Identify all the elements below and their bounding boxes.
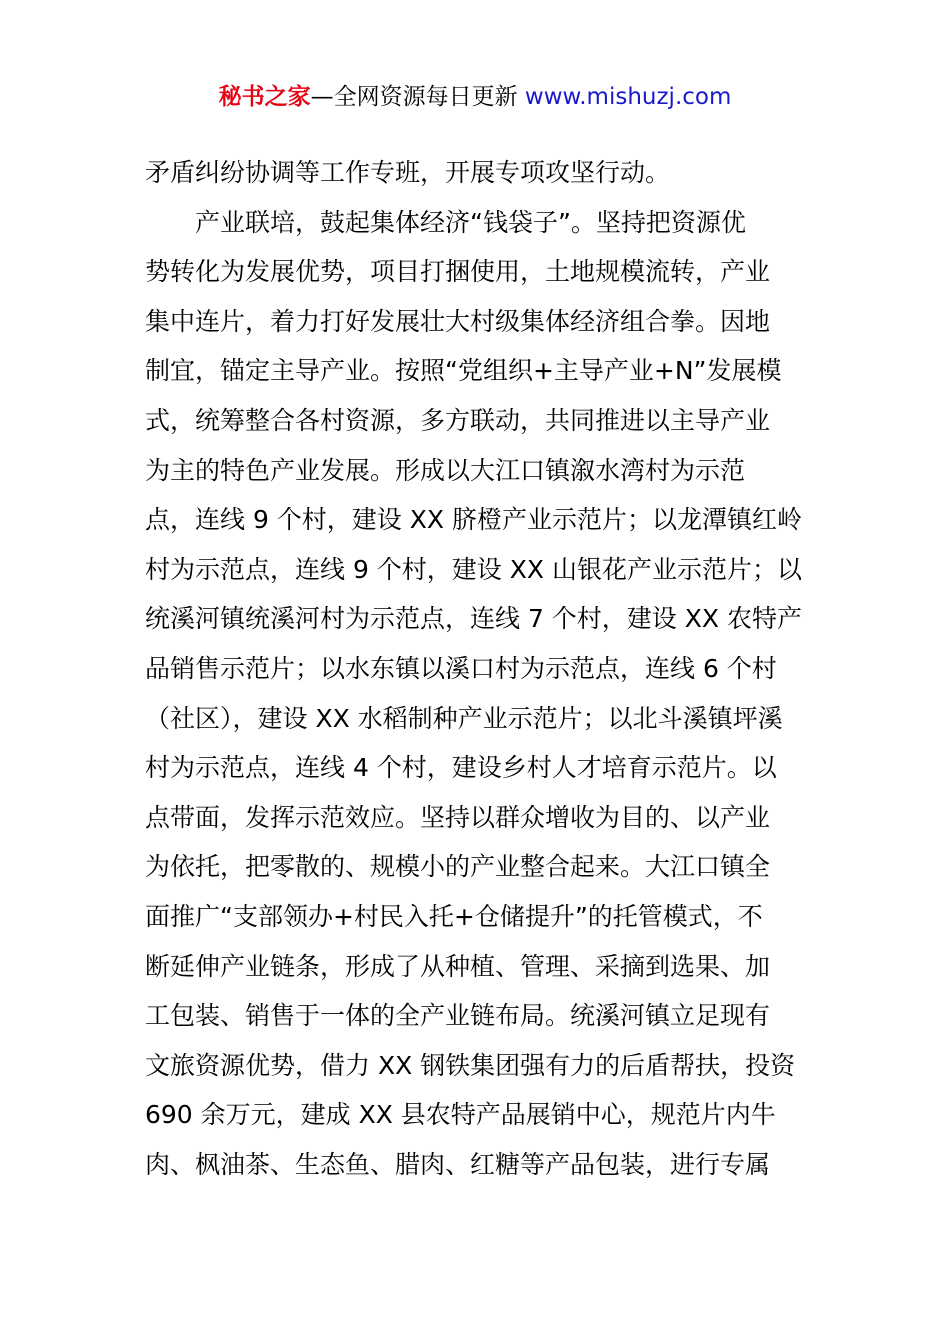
body-line: 矛盾纠纷协调等工作专班，开展专项攻坚行动。 <box>145 158 671 187</box>
page-header <box>0 80 950 114</box>
body-line: 式，统筹整合各村资源，多方联动，共同推进以主导产业 <box>145 405 771 435</box>
body-line: 断延伸产业链条，形成了从种植、管理、采摘到选果、加 <box>145 951 771 981</box>
body-line: 为主的特色产业发展。形成以大江口镇溆水湾村为示范 <box>145 455 746 485</box>
body-line: 村为示范点，连线 9 个村，建设 XX 山银花产业示范片；以 <box>145 554 802 584</box>
body-line: （社区），建设 XX 水稻制种产业示范片；以北斗溪镇坪溪 <box>145 703 783 733</box>
site-brand: 秘书之家 <box>218 84 311 110</box>
body-line: 点带面，发挥示范效应。坚持以群众增收为目的、以产业 <box>145 802 771 832</box>
body-line: 工包装、销售于一体的全产业链布局。统溪河镇立足现有 <box>145 1001 771 1031</box>
site-url[interactable]: www.mishuzj.com <box>524 84 732 110</box>
site-tagline: —全网资源每日更新 <box>310 84 525 110</box>
body-line: 文旅资源优势，借力 XX 钢铁集团强有力的后盾帮扶，投资 <box>145 1050 796 1080</box>
body-line: 品销售示范片；以水东镇以溪口村为示范点，连线 6 个村 <box>145 653 777 683</box>
body-line: 产业联培，鼓起集体经济“钱袋子”。坚持把资源优 <box>145 207 746 237</box>
body-line: 肉、枫油茶、生态鱼、腊肉、红糖等产品包装，进行专属 <box>145 1149 771 1179</box>
document-body <box>145 148 815 1189</box>
body-line: 面推广“支部领办+村民入托+仓储提升”的托管模式，不 <box>145 901 763 931</box>
body-line: 690 余万元，建成 XX 县农特产品展销中心，规范片内牛 <box>145 1100 776 1130</box>
body-line: 统溪河镇统溪河村为示范点，连线 7 个村，建设 XX 农特产 <box>145 604 802 634</box>
body-line: 点，连线 9 个村，建设 XX 脐橙产业示范片；以龙潭镇红岭 <box>145 505 802 535</box>
body-line: 集中连片，着力打好发展壮大村级集体经济组合拳。因地 <box>145 306 771 336</box>
body-line: 为依托，把零散的、规模小的产业整合起来。大江口镇全 <box>145 852 771 882</box>
body-line: 村为示范点，连线 4 个村，建设乡村人才培育示范片。以 <box>145 753 777 783</box>
body-line: 势转化为发展优势，项目打捆使用，土地规模流转，产业 <box>145 257 771 287</box>
body-line: 制宜，锚定主导产业。按照“党组织+主导产业+N”发展模 <box>145 356 782 386</box>
